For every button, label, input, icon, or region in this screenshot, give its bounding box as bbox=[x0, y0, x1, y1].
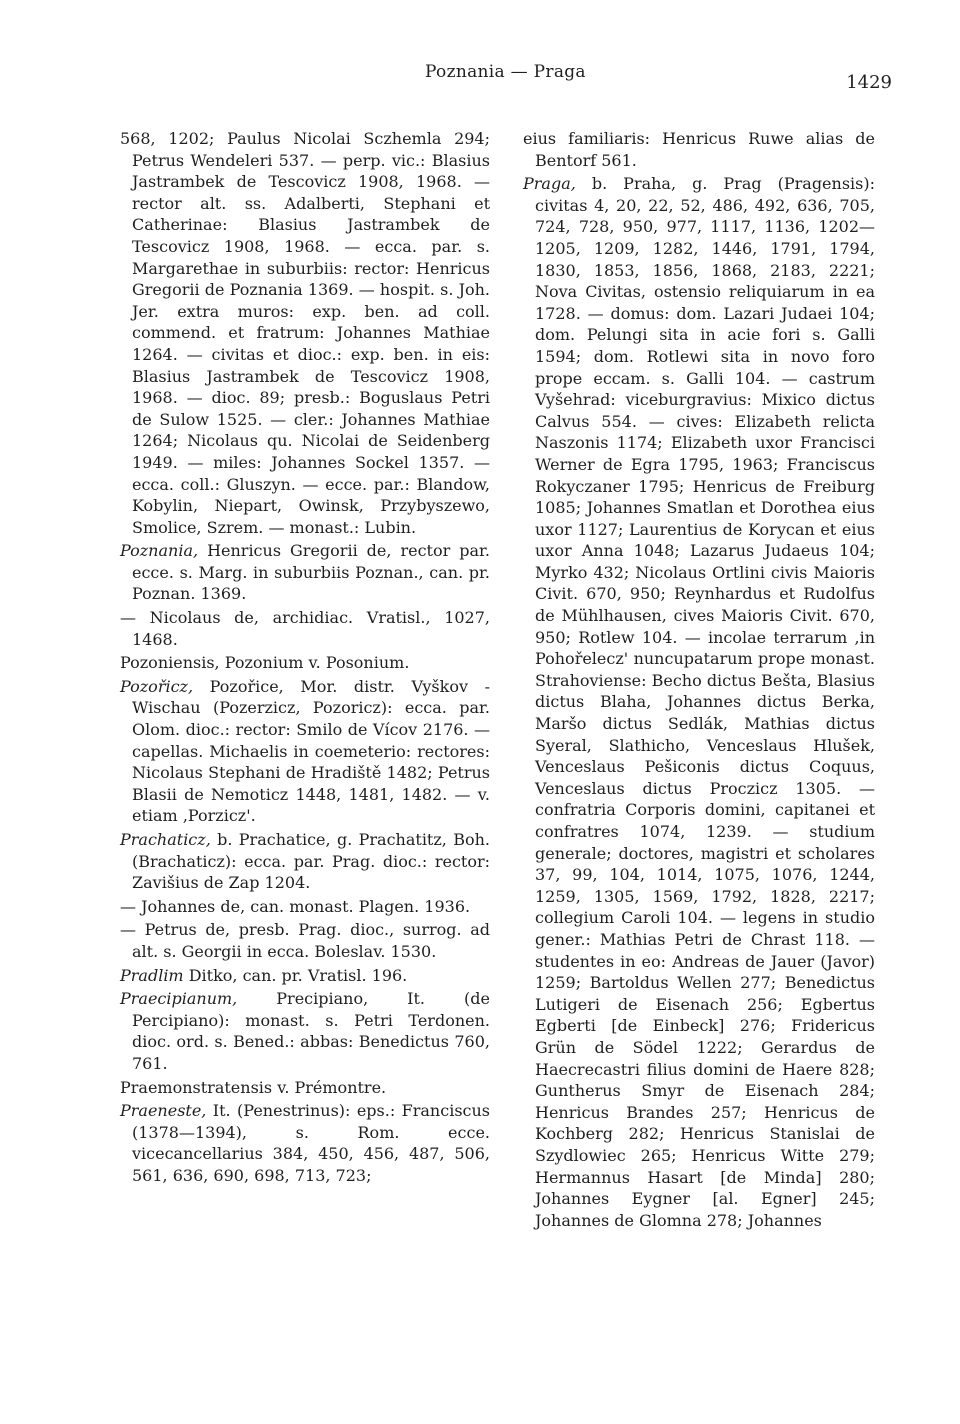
entry-text: — Petrus de, presb. Prag. dioc., surrog. ad alt. s. Georgii in ecca. Boleslav. 1530. bbox=[120, 920, 490, 961]
entry-headword: Praeneste, bbox=[120, 1101, 207, 1121]
entry-headword: Praecipianum, bbox=[120, 989, 238, 1009]
index-entry bbox=[120, 540, 490, 605]
running-title: Poznania — Praga bbox=[425, 62, 586, 82]
entry-text: Pozořice, Mor. distr. Vyškov - Wischau (Pozerzicz, Pozoricz): ecca. par. Olom. dioc.: rector: Smilo de Vícov 2176. — capellas. Michaelis in coemeterio: rectores: Nicolaus Stephani de Hradiště 1482; Petrus Blasii de Nemoticz 1448, 1481, 1482. — v. etiam ,Porzicz'. bbox=[132, 676, 490, 826]
index-entry bbox=[120, 652, 490, 674]
entry-text: It. (Penestrinus): eps.: Franciscus (1378—1394), s. Rom. ecce. vicecancellarius 384, 450, 456, 487, 506, 561, 636, 690, 698, 713, 723; bbox=[132, 1101, 490, 1185]
index-entry bbox=[120, 988, 490, 1074]
entry-text: b. Praha, g. Prag (Pragensis): civitas 4, 20, 22, 52, 486, 492, 636, 705, 724, 728, 950, 977, 1117, 1136, 1202—1205, 1209, 1282, 1446, 1791, 1794, 1830, 1853, 1856, 1868, 2183, 2221; Nova Civitas, ostensio reliquiarum in ea 1728. — domus: dom. Lazari Judaei 104; dom. Pelungi sita in acie fori s. Galli 1594; dom. Rotlewi sita in novo foro prope eccam. s. Galli 104. — castrum Vyšehrad: viceburgravius: Mixico dictus Calvus 554. — cives: Elizabeth relicta Naszonis 1174; Elizabeth uxor Francisci Werner de Egra 1795, 1963; Franciscus Rokyczaner 1795; Henricus de Freiburg 1085; Johannes Smatlan et Dorothea eius uxor 1127; Laurentius de Korycan et eius uxor Anna 1048; Lazarus Judaeus 104; Myrko 432; Nicolaus Ortlini civis Maioris Civit. 670, 950; Reynhardus et Rudolfus de Mühlhausen, cives Maioris Civit. 670, 950; Rotlew 104. — incolae terrarum ,in Pohořelecz' nuncupatarum prope monast. Strahoviense: Becho dictus Bešta, Blasius dictus Blaha, Johannes dictus Berka, Maršo dictus Sedlák, Mathias dictus Syeral, Slathicho, Venceslaus Hlušek, Venceslaus Pešiconis dictus Coquus, Venceslaus dictus Proczicz 1305. — confratria Corporis domini, capitanei et confratres 1074, 1239. — studium generale; doctores, magistri et scholares 37, 99, 104, 1014, 1075, 1076, 1244, 1259, 1305, 1569, 1792, 1828, 2217; collegium Caroli 104. — legens in studio gener.: Mathias Petri de Chrast 118. — studentes in eo: Andreas de Jauer (Javor) 1259; Bartoldus Wellen 277; Benedictus Lutigeri de Eisenach 256; Egbertus Egberti [de Einbeck] 276; Fridericus Grün de Södel 1222; Gerardus de Haecrecastri filius domini de Haere 828; Guntherus Smyr de Eisenach 284; Henricus Brandes 257; Henricus de Kochberg 282; Henricus Stanislai de Szydlowiec 265; Henricus Witte 279; Hermannus Hasart [de Minda] 280; Johannes Eygner [al. Egner] 245; Johannes de Glomna 278; Johannes bbox=[535, 174, 875, 1230]
index-entry bbox=[120, 829, 490, 894]
entry-text: — Nicolaus de, archidiac. Vratisl., 1027, 1468. bbox=[120, 608, 490, 649]
right-column bbox=[523, 128, 875, 1233]
index-entry bbox=[120, 965, 490, 987]
index-entry bbox=[120, 676, 490, 827]
index-entry bbox=[120, 607, 490, 650]
entry-text: Praemonstratensis v. Prémontre. bbox=[120, 1077, 387, 1097]
index-entry bbox=[120, 1100, 490, 1186]
entry-text: b. Prachatice, g. Prachatitz, Boh. (Brachaticz): ecca. par. Prag. dioc.: rector: Zavišius de Zap 1204. bbox=[132, 830, 490, 893]
entry-text: 568, 1202; Paulus Nicolai Sczhemla 294; Petrus Wendeleri 537. — perp. vic.: Blasius Jastrambek de Tescovicz 1908, 1968. — rector alt. ss. Adalberti, Stephani et Catherinae: Blasius Jastrambek de Tescovicz 1908, 1968. — ecca. par. s. Margarethae in suburbiis: rector: Henricus Gregorii de Poznania 1369. — hospit. s. Joh. Jer. extra muros: exp. ben. ad coll. commend. et fratrum: Johannes Mathiae 1264. — civitas et dioc.: exp. ben. in eis: Blasius Jastrambek de Tescovicz 1908, 1968. — dioc. 89; presb.: Boguslaus Petri de Sulow 1525. — cler.: Johannes Mathiae 1264; Nicolaus qu. Nicolai de Seidenberg 1949. — miles: Johannes Sockel 1357. — ecca. coll.: Gluszyn. — ecce. par.: Blandow, Kobylin, Niepart, Owinsk, Przybyszewo, Smolice, Szrem. — monast.: Lubin. bbox=[120, 129, 490, 537]
entry-text: Ditko, can. pr. Vratisl. 196. bbox=[183, 965, 408, 985]
entry-headword: Pradlim bbox=[120, 965, 184, 985]
index-entry bbox=[523, 128, 875, 171]
entry-text: Henricus Gregorii de, rector par. ecce. s. Marg. in suburbiis Poznan., can. pr. Poznan. 1369. bbox=[132, 541, 490, 604]
index-entry bbox=[120, 919, 490, 962]
index-entry bbox=[523, 173, 875, 1231]
running-head bbox=[0, 62, 960, 92]
entry-headword: Pozořicz, bbox=[120, 676, 194, 696]
index-entry bbox=[120, 896, 490, 918]
index-entry bbox=[120, 128, 490, 538]
left-column bbox=[120, 128, 490, 1189]
index-entry bbox=[120, 1077, 490, 1099]
entry-text: eius familiaris: Henricus Ruwe alias de Bentorf 561. bbox=[523, 129, 875, 170]
entry-text: Precipiano, It. (de Percipiano): monast. s. Petri Terdonen. dioc. ord. s. Bened.: abbas: Benedictus 760, 761. bbox=[132, 989, 490, 1073]
entry-headword: Prachaticz, bbox=[120, 830, 211, 849]
entry-text: Pozoniensis, Pozonium v. Posonium. bbox=[120, 653, 410, 673]
page-number: 1429 bbox=[846, 72, 892, 93]
entry-text: — Johannes de, can. monast. Plagen. 1936. bbox=[120, 896, 471, 916]
entry-headword: Poznania, bbox=[120, 541, 199, 561]
entry-headword: Praga, bbox=[523, 174, 576, 194]
